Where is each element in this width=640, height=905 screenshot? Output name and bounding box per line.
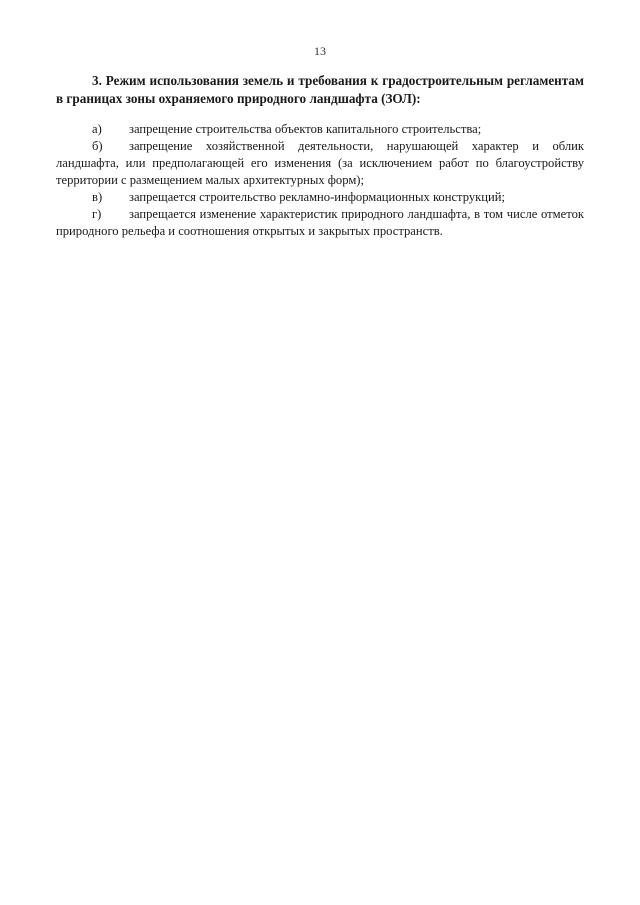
restrictions-list [56, 121, 584, 240]
list-item [56, 138, 584, 189]
list-item-marker: г) [92, 207, 102, 221]
list-item [56, 206, 584, 240]
list-item [56, 189, 584, 206]
document-body [56, 72, 584, 240]
page-number: 13 [314, 44, 326, 58]
list-item-marker: а) [92, 122, 102, 136]
list-item-text: запрещение хозяйственной деятельности, нарушающей характер и облик ландшафта, или предполагающей его изменения (за исключением работ по благоустройству территории с размещением малых архитектурных форм); [56, 139, 584, 187]
list-item-text: запрещается строительство рекламно-информационных конструкций; [129, 190, 505, 204]
list-item-marker: в) [92, 190, 103, 204]
section-heading: 3. Режим использования земель и требования к градостроительным регламентам в границах зоны охраняемого природного ландшафта (ЗОЛ): [56, 73, 584, 106]
list-item-text: запрещение строительства объектов капитального строительства; [129, 122, 482, 136]
list-item [56, 121, 584, 138]
list-item-marker: б) [92, 139, 103, 153]
list-item-text: запрещается изменение характеристик природного ландшафта, в том числе отметок природного рельефа и соотношения открытых и закрытых пространств. [56, 207, 584, 238]
